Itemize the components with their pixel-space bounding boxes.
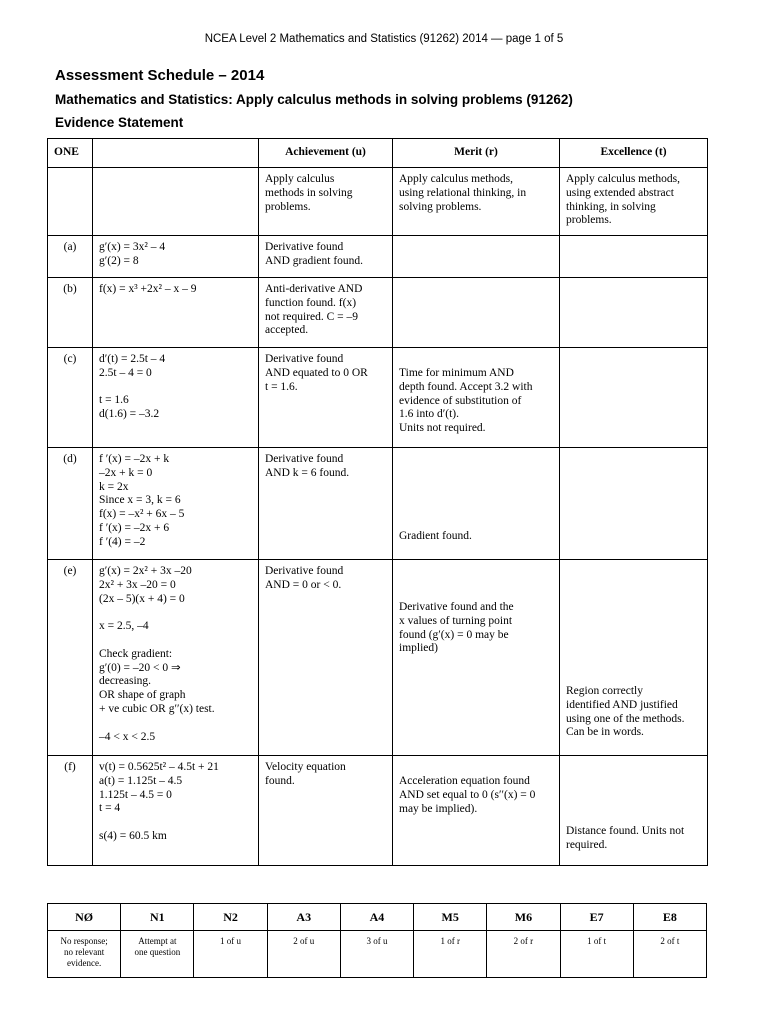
merit-text: Derivative found and the x values of turning point found (g′(x) = 0 may be implied): [399, 601, 514, 655]
achievement-cell: Derivative found AND equated to 0 OR t = 1.6.: [259, 348, 393, 448]
question-label: (d): [48, 448, 93, 560]
table-row-a: [48, 236, 708, 278]
question-label: (b): [48, 278, 93, 348]
criteria-achievement: Apply calculus methods in solving problems.: [259, 168, 393, 236]
question-label: (c): [48, 348, 93, 448]
evidence-cell: v(t) = 0.5625t² – 4.5t + 21 a(t) = 1.125t – 4.5 1.125t – 4.5 = 0 t = 4 s(4) = 60.5 km: [93, 756, 259, 866]
evidence-cell: d′(t) = 2.5t – 4 2.5t – 4 = 0 t = 1.6 d(1.6) = –3.2: [93, 348, 259, 448]
evidence-cell: g′(x) = 3x² – 4 g′(2) = 8: [93, 236, 259, 278]
evidence-cell: f(x) = x³ +2x² – x – 9: [93, 278, 259, 348]
grade-header: E8: [633, 904, 706, 931]
grade-value: 1 of u: [194, 931, 267, 978]
achievement-cell: Derivative found AND = 0 or < 0.: [259, 560, 393, 756]
criteria-empty-cell: [48, 168, 93, 236]
excellence-text: Distance found. Units not required.: [566, 825, 685, 851]
merit-cell: [393, 348, 560, 448]
page-header: NCEA Level 2 Mathematics and Statistics (91262) 2014 — page 1 of 5: [204, 33, 564, 45]
question-label: (a): [48, 236, 93, 278]
grade-value-row: [48, 931, 707, 978]
criteria-empty-cell: [93, 168, 259, 236]
grade-header-row: [48, 904, 707, 931]
table-row-f: [48, 756, 708, 866]
excellence-text: Region correctly identified AND justified using one of the methods. Can be in words.: [566, 685, 685, 739]
criteria-row: [48, 168, 708, 236]
table-header-row: [48, 139, 708, 168]
evidence-table: [47, 138, 708, 866]
grade-header: E7: [560, 904, 633, 931]
grade-value: 3 of u: [340, 931, 413, 978]
grade-header: A4: [340, 904, 413, 931]
table-row-e: [48, 560, 708, 756]
criteria-merit: Apply calculus methods, using relational thinking, in solving problems.: [393, 168, 560, 236]
grade-value: No response; no relevant evidence.: [48, 931, 121, 978]
page-title: Assessment Schedule – 2014: [55, 67, 265, 84]
merit-text: Time for minimum AND depth found. Accept 3.2 with evidence of substitution of 1.6 into d′(t). Units not required.: [399, 367, 533, 435]
grade-value: 2 of u: [267, 931, 340, 978]
achievement-cell: Derivative found AND k = 6 found.: [259, 448, 393, 560]
achievement-cell: Velocity equation found.: [259, 756, 393, 866]
grade-value: 1 of t: [560, 931, 633, 978]
merit-cell: [393, 560, 560, 756]
section-heading: Evidence Statement: [55, 115, 184, 130]
grade-header: M6: [487, 904, 560, 931]
merit-text: Gradient found.: [399, 530, 472, 542]
merit-cell: [393, 278, 560, 348]
merit-cell: [393, 448, 560, 560]
grade-header: N2: [194, 904, 267, 931]
table-row-d: [48, 448, 708, 560]
question-label: (e): [48, 560, 93, 756]
merit-cell: [393, 756, 560, 866]
page-subtitle: Mathematics and Statistics: Apply calculus methods in solving problems (91262): [55, 92, 573, 107]
question-label: (f): [48, 756, 93, 866]
grade-header: M5: [414, 904, 487, 931]
grade-value: Attempt at one question: [121, 931, 194, 978]
column-header-excellence: Excellence (t): [560, 139, 708, 168]
excellence-cell: [560, 348, 708, 448]
excellence-cell: [560, 756, 708, 866]
criteria-excellence: Apply calculus methods, using extended abstract thinking, in solving problems.: [560, 168, 708, 236]
excellence-cell: [560, 236, 708, 278]
excellence-cell: [560, 278, 708, 348]
merit-cell: [393, 236, 560, 278]
evidence-cell: f ′(x) = –2x + k –2x + k = 0 k = 2x Since x = 3, k = 6 f(x) = –x² + 6x – 5 f ′(x) = –2x + 6 f ′(4) = –2: [93, 448, 259, 560]
grade-value: 2 of r: [487, 931, 560, 978]
column-header-merit: Merit (r): [393, 139, 560, 168]
merit-text: Acceleration equation found AND set equal to 0 (s′′(x) = 0 may be implied).: [399, 775, 536, 815]
grade-score-table: [47, 903, 707, 978]
grade-header: A3: [267, 904, 340, 931]
excellence-cell: [560, 560, 708, 756]
evidence-cell: g′(x) = 2x² + 3x –20 2x² + 3x –20 = 0 (2x – 5)(x + 4) = 0 x = 2.5, –4 Check gradient: g′(0) = –20 < 0 ⇒ decreasing. OR shape of graph + ve cubic OR g′′(x) test. –4 < x < 2.5: [93, 560, 259, 756]
achievement-cell: Anti-derivative AND function found. f(x) not required. C = –9 accepted.: [259, 278, 393, 348]
column-header-evidence: [93, 139, 259, 168]
grade-value: 2 of t: [633, 931, 706, 978]
table-row-b: [48, 278, 708, 348]
achievement-cell: Derivative found AND gradient found.: [259, 236, 393, 278]
column-header-achievement: Achievement (u): [259, 139, 393, 168]
grade-header: N1: [121, 904, 194, 931]
excellence-cell: [560, 448, 708, 560]
table-row-c: [48, 348, 708, 448]
grade-header: NØ: [48, 904, 121, 931]
column-header-question: ONE: [48, 139, 93, 168]
grade-value: 1 of r: [414, 931, 487, 978]
